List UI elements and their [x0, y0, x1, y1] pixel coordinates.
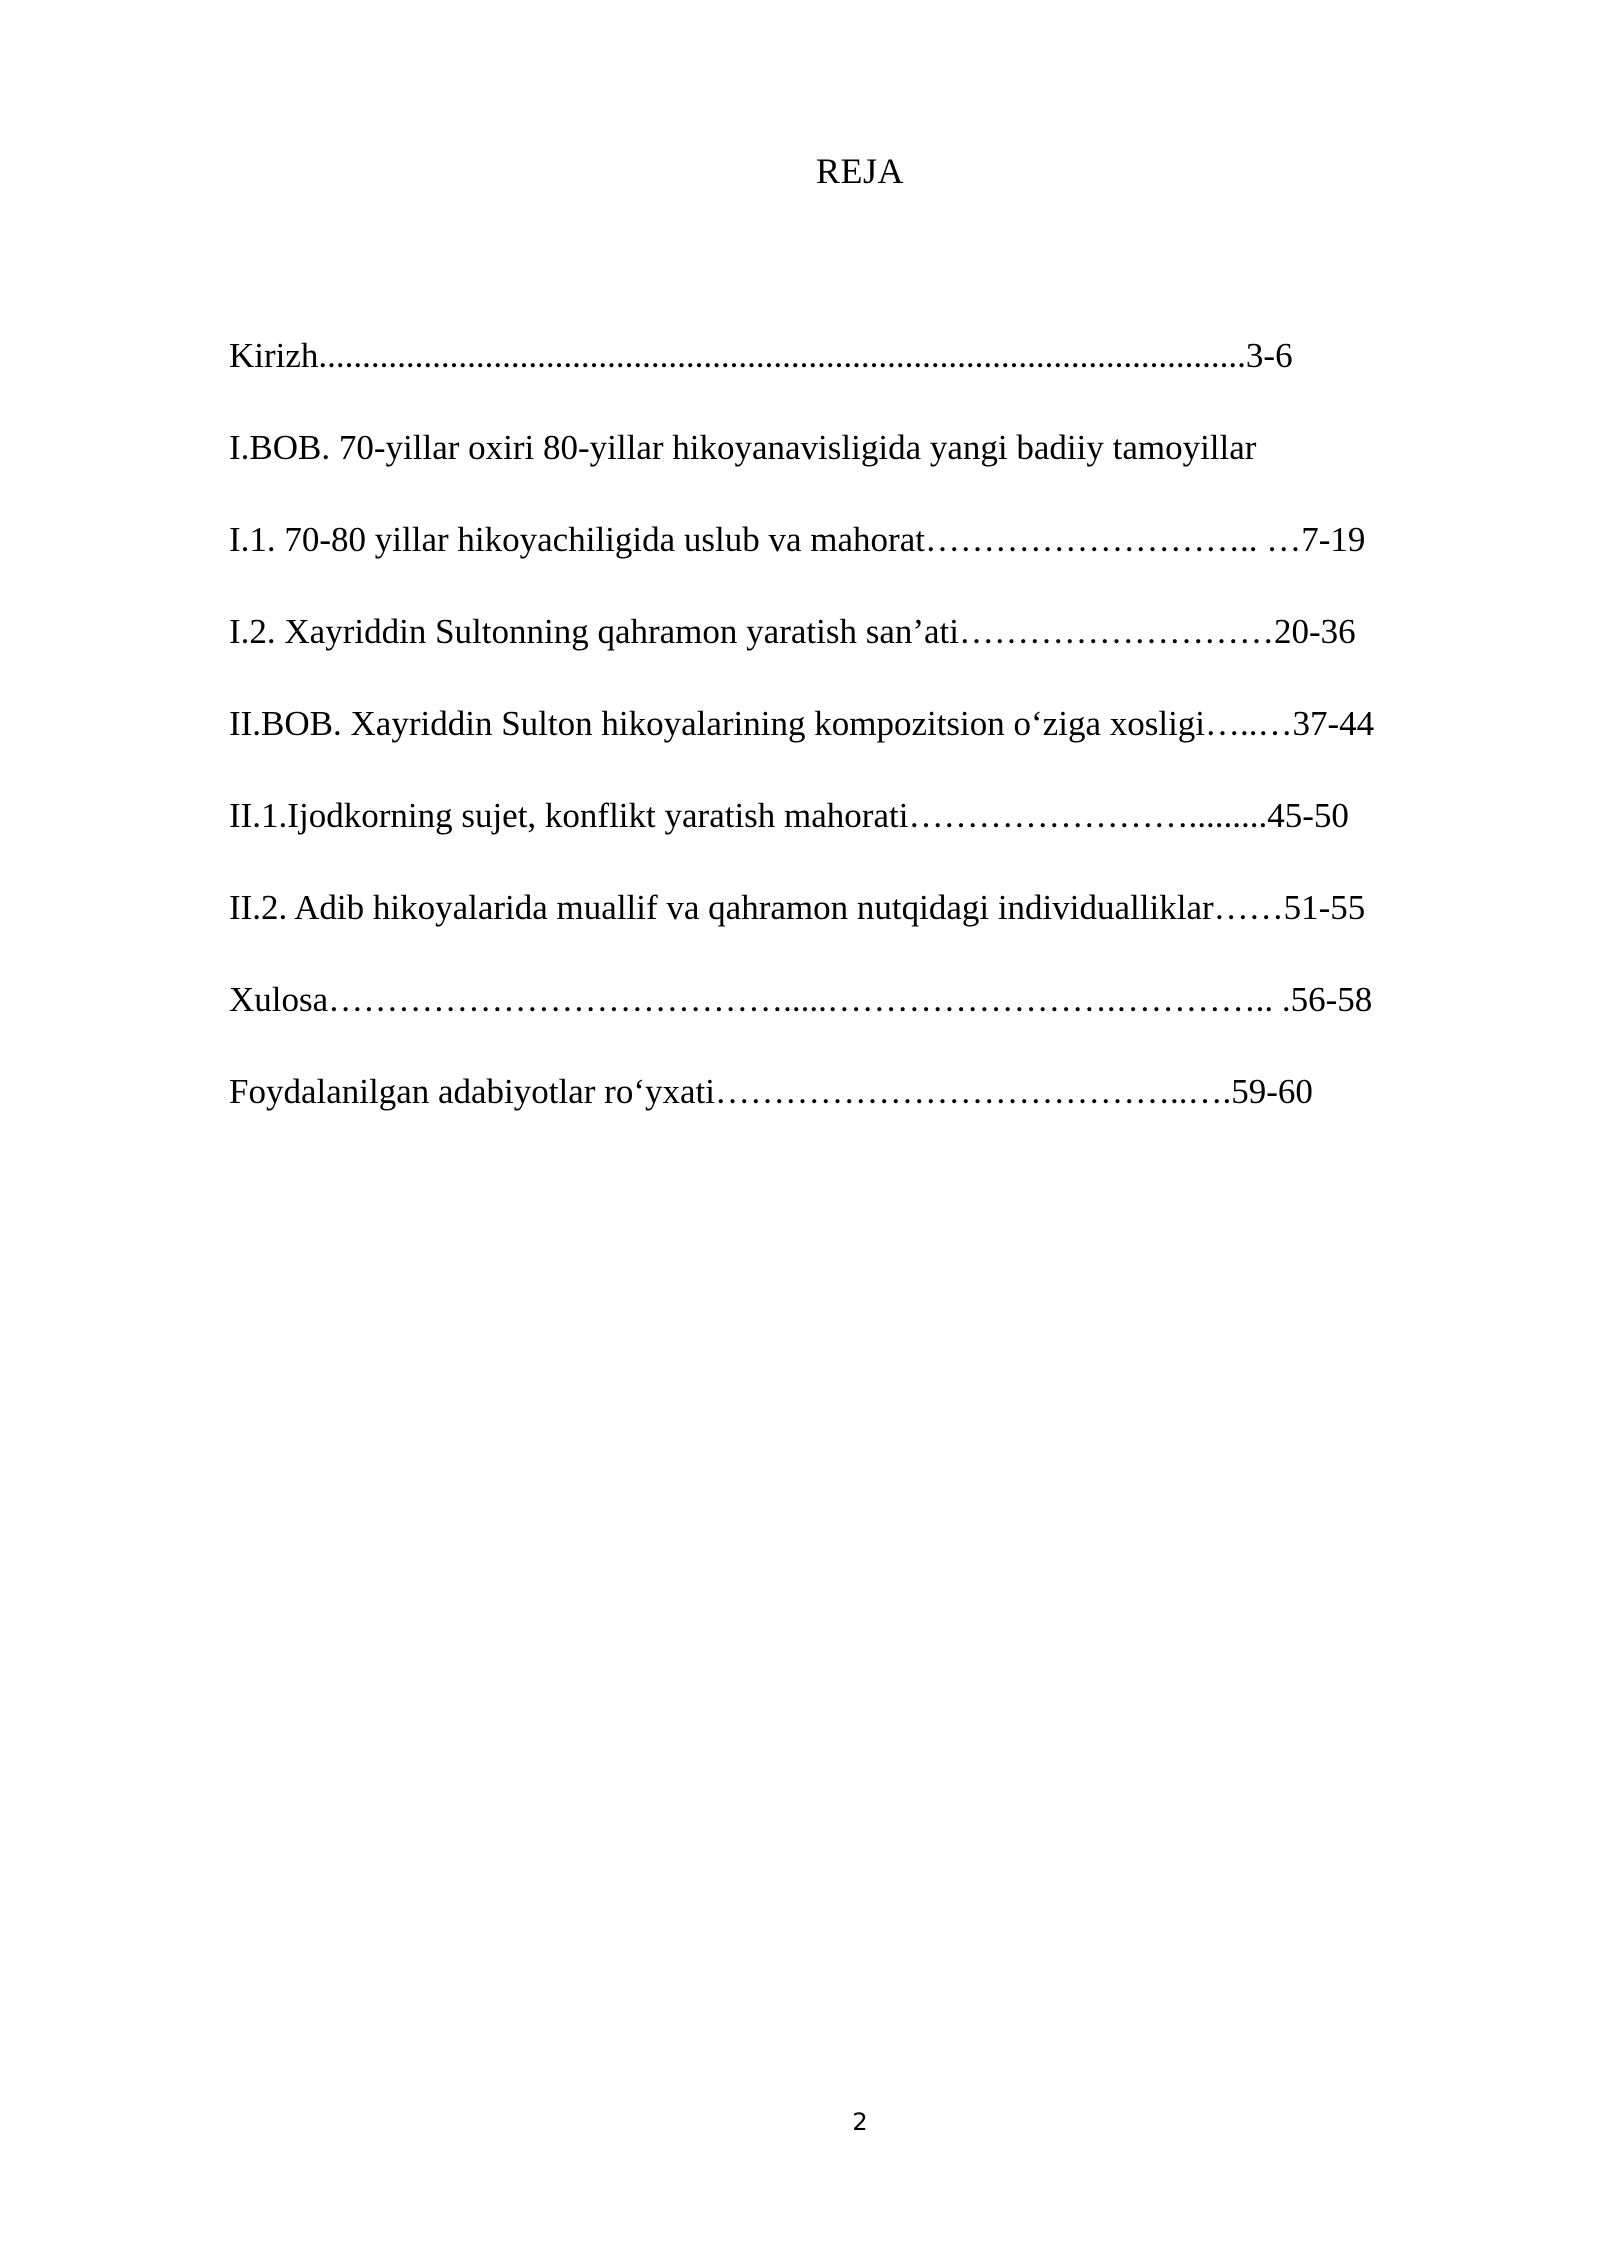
table-of-contents	[229, 335, 1529, 1163]
toc-entry-chapter-1: I.BOB. 70-yillar oxiri 80-yillar hikoyanavisligida yangi badiiy tamoyillar	[229, 428, 1257, 467]
toc-entry-section-1-2: I.2. Xayriddin Sultonning qahramon yaratish san’ati………………………20-36	[229, 612, 1356, 651]
toc-entry-references: Foydalanilgan adabiyotlar ro‘yxati…………………………………..….59-60	[229, 1072, 1313, 1111]
toc-entry-section-1-1: I.1. 70-80 yillar hikoyachiligida uslub va mahorat……………………….. …7-19	[229, 520, 1366, 559]
toc-entry-conclusion: Xulosa………………………………….....…………………….………….. .56-58	[229, 980, 1373, 1019]
toc-entry-introduction: Kirizh..........................................................................................................3-6	[229, 336, 1293, 375]
toc-entry-section-2-2: II.2. Adib hikoyalarida muallif va qahramon nutqidagi individualliklar……51-55	[229, 888, 1366, 927]
page-title: REJA	[815, 151, 904, 191]
page-number: 2	[852, 2108, 868, 2136]
toc-entry-chapter-2: II.BOB. Xayriddin Sulton hikoyalarining kompozitsion o‘ziga xosligi…..…37-44	[229, 704, 1375, 743]
toc-entry-section-2-1: II.1.Ijodkorning sujet, konflikt yaratish mahorati…………………….........45-50	[229, 796, 1349, 835]
